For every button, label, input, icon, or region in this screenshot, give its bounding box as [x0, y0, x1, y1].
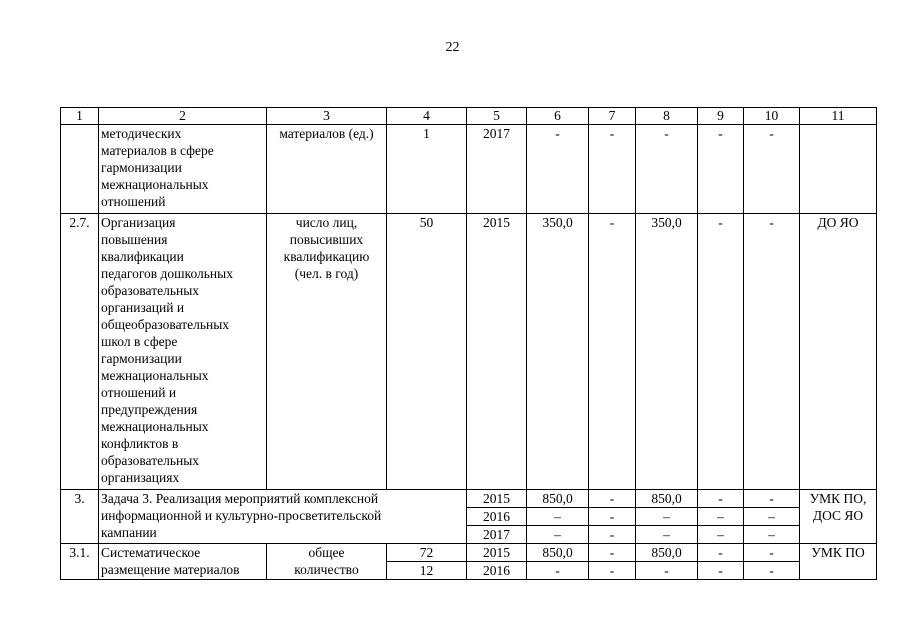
year-cell: 2016 — [467, 562, 527, 580]
funding-cell: - — [744, 214, 800, 490]
funding-cell: - — [698, 544, 744, 562]
funding-total-cell: - — [527, 125, 589, 214]
header-cell: 8 — [636, 108, 698, 125]
row-number-cell: 3.1. — [61, 544, 99, 580]
header-cell: 6 — [527, 108, 589, 125]
funding-cell: – — [744, 508, 800, 526]
funding-cell: - — [744, 125, 800, 214]
header-cell: 9 — [698, 108, 744, 125]
funding-cell: - — [698, 562, 744, 580]
funding-total-cell: 850,0 — [527, 490, 589, 508]
year-cell: 2017 — [467, 526, 527, 544]
funding-cell: - — [744, 544, 800, 562]
year-cell: 2016 — [467, 508, 527, 526]
table-row — [61, 214, 877, 490]
table-row — [61, 490, 877, 508]
funding-total-cell: – — [527, 508, 589, 526]
funding-total-cell: 850,0 — [527, 544, 589, 562]
header-cell: 7 — [589, 108, 636, 125]
year-cell: 2015 — [467, 544, 527, 562]
funding-cell: - — [589, 526, 636, 544]
funding-total-cell: 350,0 — [527, 214, 589, 490]
task-name-cell: Задача 3. Реализация мероприятий комплексной информационной и культурно-просветительской кампании — [99, 490, 467, 544]
table-row — [61, 544, 877, 562]
funding-cell: – — [698, 526, 744, 544]
year-cell: 2017 — [467, 125, 527, 214]
funding-cell: - — [589, 562, 636, 580]
funding-cell: – — [636, 526, 698, 544]
header-cell: 5 — [467, 108, 527, 125]
year-cell: 2015 — [467, 490, 527, 508]
funding-cell: - — [636, 125, 698, 214]
header-cell: 10 — [744, 108, 800, 125]
funding-cell: - — [589, 214, 636, 490]
table-header-row — [61, 108, 877, 125]
funding-cell: - — [636, 562, 698, 580]
executor-cell: УМК ПО, ДОС ЯО — [800, 490, 877, 544]
activity-name-cell: методических материалов в сфере гармонизации межнациональных отношений — [99, 125, 267, 214]
funding-cell: 850,0 — [636, 544, 698, 562]
funding-total-cell: – — [527, 526, 589, 544]
executor-cell — [800, 125, 877, 214]
header-cell: 2 — [99, 108, 267, 125]
row-number-cell: 2.7. — [61, 214, 99, 490]
program-table — [60, 107, 877, 580]
table-row — [61, 125, 877, 214]
funding-cell: - — [589, 508, 636, 526]
funding-cell: - — [589, 544, 636, 562]
funding-cell: - — [744, 562, 800, 580]
header-cell: 3 — [267, 108, 387, 125]
row-number-cell: 3. — [61, 490, 99, 544]
executor-cell: ДО ЯО — [800, 214, 877, 490]
funding-cell: - — [589, 490, 636, 508]
activity-name-cell: Организация повышения квалификации педагогов дошкольных образовательных организаций и общеобразовательных школ в сфере гармонизации межнациональных отношений и предупреждения межнациональных конфликтов в образовательных организациях — [99, 214, 267, 490]
header-cell: 1 — [61, 108, 99, 125]
funding-cell: – — [636, 508, 698, 526]
indicator-value-cell: 1 — [387, 125, 467, 214]
header-cell: 11 — [800, 108, 877, 125]
row-number-cell — [61, 125, 99, 214]
indicator-value-cell: 50 — [387, 214, 467, 490]
funding-cell: - — [698, 125, 744, 214]
year-cell: 2015 — [467, 214, 527, 490]
page-number: 22 — [445, 40, 460, 55]
executor-cell: УМК ПО — [800, 544, 877, 580]
indicator-cell: общее количество — [267, 544, 387, 580]
funding-cell: - — [698, 490, 744, 508]
funding-cell: 850,0 — [636, 490, 698, 508]
header-cell: 4 — [387, 108, 467, 125]
funding-cell: – — [744, 526, 800, 544]
activity-name-cell: Систематическое размещение материалов — [99, 544, 267, 580]
indicator-value-cell: 72 — [387, 544, 467, 562]
funding-cell: - — [589, 125, 636, 214]
funding-cell: 350,0 — [636, 214, 698, 490]
indicator-cell: число лиц, повысивших квалификацию (чел. в год) — [267, 214, 387, 490]
indicator-value-cell: 12 — [387, 562, 467, 580]
funding-cell: - — [698, 214, 744, 490]
indicator-cell: материалов (ед.) — [267, 125, 387, 214]
funding-cell: – — [698, 508, 744, 526]
funding-cell: - — [744, 490, 800, 508]
funding-total-cell: - — [527, 562, 589, 580]
